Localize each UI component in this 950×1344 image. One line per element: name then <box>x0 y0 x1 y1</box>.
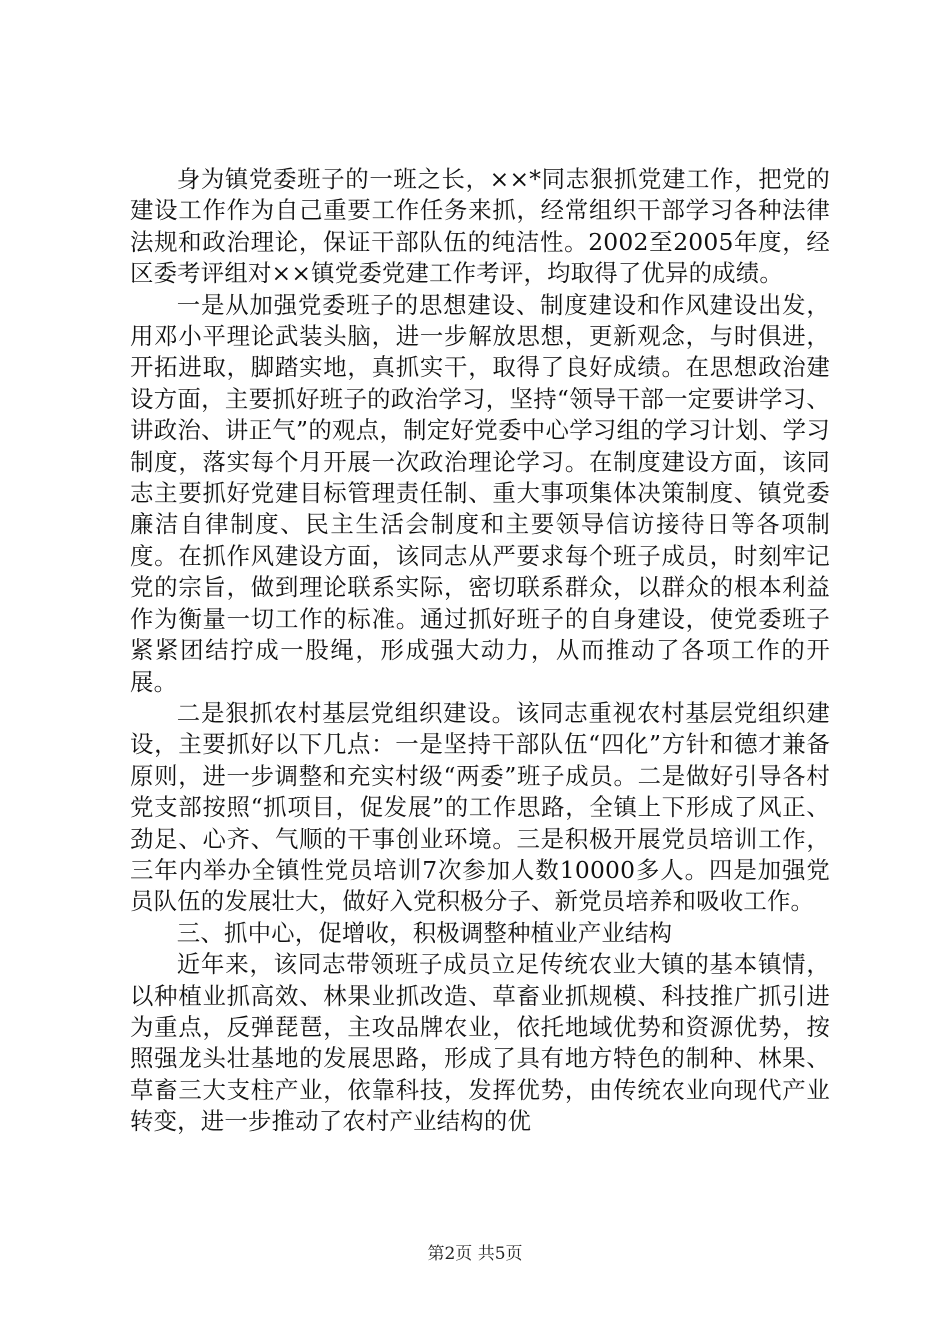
paragraph-party-building-intro: 身为镇党委班子的一班之长，××*同志狠抓党建工作，把党的建设工作作为自己重要工作任务来抓，经常组织干部学习各种法律法规和政治理论，保证干部队伍的纯洁性。2002至2005年度，经区委考评组对××镇党委党建工作考评，均取得了优异的成绩。 <box>130 165 830 288</box>
document-body <box>130 164 830 1138</box>
paragraph-grassroots-organization: 二是狠抓农村基层党组织建设。该同志重视农村基层党组织建设，主要抓好以下几点：一是坚持干部队伍“四化”方针和德才兼备原则，进一步调整和充实村级“两委”班子成员。二是做好引导各村党支部按照“抓项目，促发展”的工作思路，全镇上下形成了风正、劲足、心齐、气顺的干事创业环境。三是积极开展党员培训工作，三年内举办全镇性党员培训7次参加人数10000多人。四是加强党员队伍的发展壮大，做好入党积极分子、新党员培养和吸收工作。 <box>130 698 830 916</box>
page-number-footer: 第2页 共5页 <box>427 1244 523 1264</box>
paragraph-leadership-construction: 一是从加强党委班子的思想建设、制度建设和作风建设出发，用邓小平理论武装头脑，进一步解放思想，更新观念，与时俱进，开拓进取，脚踏实地，真抓实干，取得了良好成绩。在思想政治建设方面，主要抓好班子的政治学习，坚持“领导干部一定要讲学习、讲政治、讲正气”的观点，制定好党委中心学习组的学习计划、学习制度，落实每个月开展一次政治理论学习。在制度建设方面，该同志主要抓好党建目标管理责任制、重大事项集体决策制度、镇党委廉洁自律制度、民主生活会制度和主要领导信访接待日等各项制度。在抓作风建设方面，该同志从严要求每个班子成员，时刻牢记党的宗旨，做到理论联系实际，密切联系群众，以群众的根本利益作为衡量一切工作的标准。通过抓好班子的自身建设，使党委班子紧紧团结拧成一股绳，形成强大动力，从而推动了各项工作的开展。 <box>130 290 830 696</box>
section-heading-industry-structure: 三、抓中心，促增收，积极调整种植业产业结构 <box>176 918 673 947</box>
paragraph-agriculture-development: 近年来，该同志带领班子成员立足传统农业大镇的基本镇情，以种植业抓高效、林果业抓改造、草畜业抓规模、科技推广抓引进为重点，反弹琵琶，主攻品牌农业，依托地域优势和资源优势，按照强龙头壮基地的发展思路，形成了具有地方特色的制种、林果、草畜三大支柱产业，依靠科技，发挥优势，由传统农业向现代产业转变，进一步推动了农村产业结构的优 <box>130 950 830 1136</box>
